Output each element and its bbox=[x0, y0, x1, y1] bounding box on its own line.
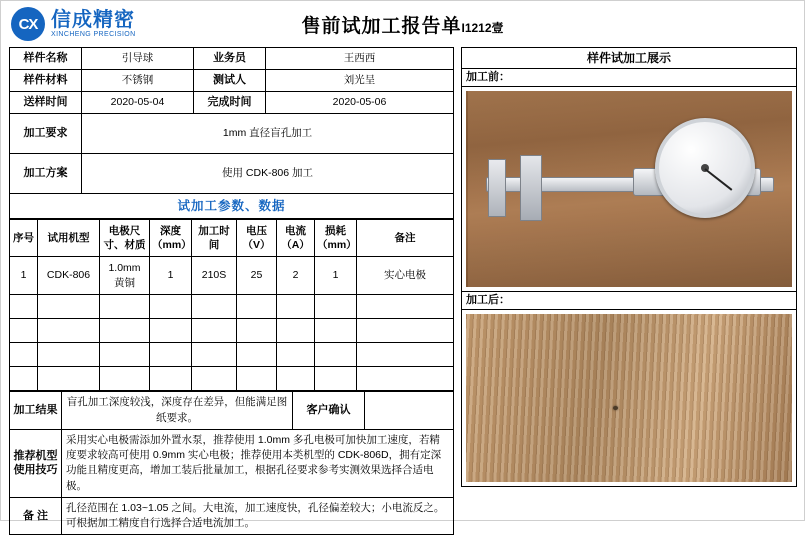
params-table bbox=[9, 219, 454, 391]
col-no: 序号 bbox=[10, 220, 38, 257]
table-row bbox=[10, 367, 454, 391]
col-model: 试用机型 bbox=[38, 220, 100, 257]
table-row bbox=[10, 319, 454, 343]
col-current: 电流（A） bbox=[277, 220, 315, 257]
table-row bbox=[10, 392, 454, 430]
advice-value: 采用实心电极需添加外置水泵，推荐使用 1.0mm 多孔电极可加快加工速度，若精度要求较高可使用 0.9mm 实心电极；推荐使用本类机型的 CDK-806D，拥有定深功能且精度更高，增加工装后批量加工，根据孔径要求参考实测效果选择合适电极。 bbox=[62, 430, 454, 498]
plan-value: 使用 CDK-806 加工 bbox=[82, 154, 454, 194]
requirement-value: 1mm 直径盲孔加工 bbox=[82, 114, 454, 154]
after-photo-box bbox=[461, 310, 797, 487]
col-remark: 备注 bbox=[357, 220, 454, 257]
remark-label: 备 注 bbox=[10, 497, 62, 534]
cell-time: 210S bbox=[192, 257, 237, 295]
confirm-value bbox=[365, 392, 454, 430]
salesman-label: 业务员 bbox=[194, 48, 266, 70]
table-row bbox=[10, 430, 454, 498]
table-row bbox=[10, 48, 454, 70]
after-label: 加工后： bbox=[461, 292, 797, 310]
table-row bbox=[10, 154, 454, 194]
cell-depth: 1 bbox=[150, 257, 192, 295]
table-row bbox=[10, 497, 454, 534]
page-title-code: I1212壹 bbox=[461, 20, 504, 35]
left-column bbox=[9, 47, 454, 535]
result-label: 加工结果 bbox=[10, 392, 62, 430]
cell-current: 2 bbox=[277, 257, 315, 295]
col-time: 加工时间 bbox=[192, 220, 237, 257]
page-title bbox=[1, 8, 804, 38]
caliper-jaw-fixed bbox=[488, 159, 506, 217]
col-voltage: 电压（V） bbox=[237, 220, 277, 257]
before-photo-box bbox=[461, 87, 797, 292]
tester-label: 测试人 bbox=[194, 70, 266, 92]
caliper-dial-icon bbox=[655, 118, 755, 218]
col-loss: 损耗（mm） bbox=[315, 220, 357, 257]
params-section-row bbox=[10, 194, 454, 219]
finish-time-value: 2020-05-06 bbox=[266, 92, 454, 114]
remark-value: 孔径范围在 1.03~1.05 之间。大电流，加工速度快，孔径偏差较大；小电流反之。可根据加工精度自行选择合适电流加工。 bbox=[62, 497, 454, 534]
cell-no: 1 bbox=[10, 257, 38, 295]
showcase-panel bbox=[461, 47, 797, 535]
table-row bbox=[10, 114, 454, 154]
confirm-label: 客户确认 bbox=[293, 392, 365, 430]
sample-name-value: 引导球 bbox=[82, 48, 194, 70]
result-value: 盲孔加工深度较浅，深度存在差异，但能满足图纸要求。 bbox=[62, 392, 293, 430]
send-time-value: 2020-05-04 bbox=[82, 92, 194, 114]
cell-voltage: 25 bbox=[237, 257, 277, 295]
table-row bbox=[10, 70, 454, 92]
before-label: 加工前： bbox=[461, 69, 797, 87]
material-value: 不锈钢 bbox=[82, 70, 194, 92]
machined-hole-marker bbox=[613, 406, 618, 410]
cell-model: CDK-806 bbox=[38, 257, 100, 295]
caliper-jaw-moving bbox=[520, 155, 542, 221]
table-row bbox=[10, 295, 454, 319]
plan-label: 加工方案 bbox=[10, 154, 82, 194]
col-depth: 深度（mm） bbox=[150, 220, 192, 257]
params-section-title: 试加工参数、数据 bbox=[10, 194, 454, 219]
after-photo bbox=[466, 314, 792, 482]
table-row bbox=[10, 92, 454, 114]
cell-remark: 实心电极 bbox=[357, 257, 454, 295]
sample-name-label: 样件名称 bbox=[10, 48, 82, 70]
logo-name-en: XINCHENG PRECISION bbox=[51, 30, 136, 38]
material-label: 样件材料 bbox=[10, 70, 82, 92]
tester-value: 刘光呈 bbox=[266, 70, 454, 92]
cell-loss: 1 bbox=[315, 257, 357, 295]
summary-table bbox=[9, 391, 454, 535]
col-electrode: 电极尺寸、材质 bbox=[100, 220, 150, 257]
table-row bbox=[10, 257, 454, 295]
document-body bbox=[1, 47, 805, 543]
page-title-text: 售前试加工报告单 bbox=[301, 15, 462, 37]
showcase-title: 样件试加工展示 bbox=[461, 47, 797, 69]
document-header bbox=[1, 1, 804, 47]
advice-label: 推荐机型使用技巧 bbox=[10, 430, 62, 498]
requirement-label: 加工要求 bbox=[10, 114, 82, 154]
before-photo bbox=[466, 91, 792, 287]
logo-mark-icon: CX bbox=[11, 7, 45, 41]
cell-electrode: 1.0mm 黄铜 bbox=[100, 257, 150, 295]
table-row bbox=[10, 343, 454, 367]
caliper-dial-center bbox=[701, 164, 709, 172]
logo-name-cn: 信成精密 bbox=[51, 8, 135, 31]
caliper-illustration bbox=[486, 126, 773, 236]
finish-time-label: 完成时间 bbox=[194, 92, 266, 114]
send-time-label: 送样时间 bbox=[10, 92, 82, 114]
params-header-row bbox=[10, 220, 454, 257]
salesman-value: 王西西 bbox=[266, 48, 454, 70]
info-table bbox=[9, 47, 454, 219]
